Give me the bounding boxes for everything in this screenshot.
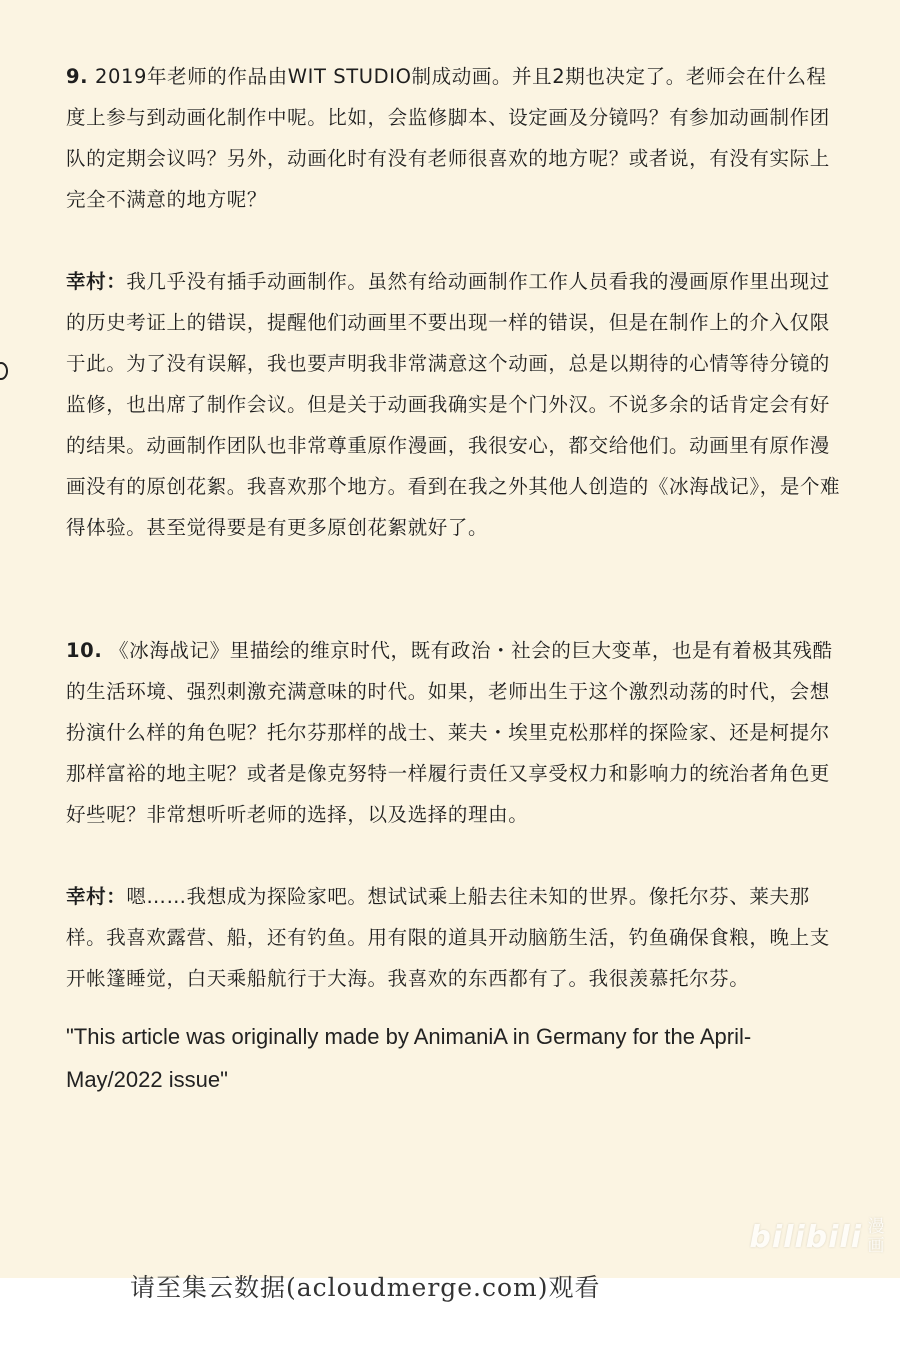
manga-tag: 漫画 bbox=[867, 1217, 885, 1256]
answer-9 bbox=[66, 261, 842, 548]
edge-bracket-mark bbox=[0, 362, 8, 380]
bilibili-logo-icon: bilibili bbox=[749, 1219, 862, 1255]
bilibili-comics-watermark bbox=[749, 1218, 886, 1256]
speaker-label: 幸村： bbox=[66, 270, 127, 293]
question-number: 9. bbox=[66, 65, 89, 88]
footer-notice: 请至集云数据(acloudmerge.com)观看 bbox=[130, 1273, 601, 1302]
question-10 bbox=[66, 630, 842, 835]
speaker-label: 幸村： bbox=[66, 885, 127, 908]
answer-10 bbox=[66, 876, 842, 999]
answer-text: 我几乎没有插手动画制作。虽然有给动画制作工作人员看我的漫画原作里出现过的历史考证上的错误，提醒他们动画里不要出现一样的错误，但是在制作上的介入仅限于此。为了没有误解，我也要声明我非常满意这个动画，总是以期待的心情等待分镜的监修，也出席了制作会议。但是关于动画我确实是个门外汉。不说多余的话肯定会有好的结果。动画制作团队也非常尊重原作漫画，我很安心，都交给他们。动画里有原作漫画没有的原创花絮。我喜欢那个地方。看到在我之外其他人创造的《冰海战记》，是个难得体验。甚至觉得要是有更多原创花絮就好了。 bbox=[66, 270, 841, 539]
answer-text: 嗯……我想成为探险家吧。想试试乘上船去往未知的世界。像托尔芬、莱夫那样。我喜欢露营、船，还有钓鱼。用有限的道具开动脑筋生活，钓鱼确保食粮，晚上支开帐篷睡觉，白天乘船航行于大海。我喜欢的东西都有了。我很羡慕托尔芬。 bbox=[66, 885, 830, 990]
source-credit: "This article was originally made by AnimaniA in Germany for the April-May/2022 issue" bbox=[66, 1024, 752, 1092]
question-text: 《冰海战记》里描绘的维京时代，既有政治・社会的巨大变革，也是有着极其残酷的生活环境、强烈刺激充满意味的时代。如果，老师出生于这个激烈动荡的时代，会想扮演什么样的角色呢？托尔芬那样的战士、莱夫・埃里克松那样的探险家、还是柯提尔那样富裕的地主呢？或者是像克努特一样履行责任又享受权力和影响力的统治者角色更好些呢？非常想听听老师的选择，以及选择的理由。 bbox=[66, 639, 833, 826]
interview-content bbox=[66, 56, 842, 1101]
question-text: 2019年老师的作品由WIT STUDIO制成动画。并且2期也决定了。老师会在什么程度上参与到动画化制作中呢。比如，会监修脚本、设定画及分镜吗？有参加动画制作团队的定期会议吗？另外，动画化时有没有老师很喜欢的地方呢？或者说，有没有实际上完全不满意的地方呢？ bbox=[66, 65, 830, 211]
question-number: 10. bbox=[66, 639, 103, 662]
question-9 bbox=[66, 56, 842, 220]
